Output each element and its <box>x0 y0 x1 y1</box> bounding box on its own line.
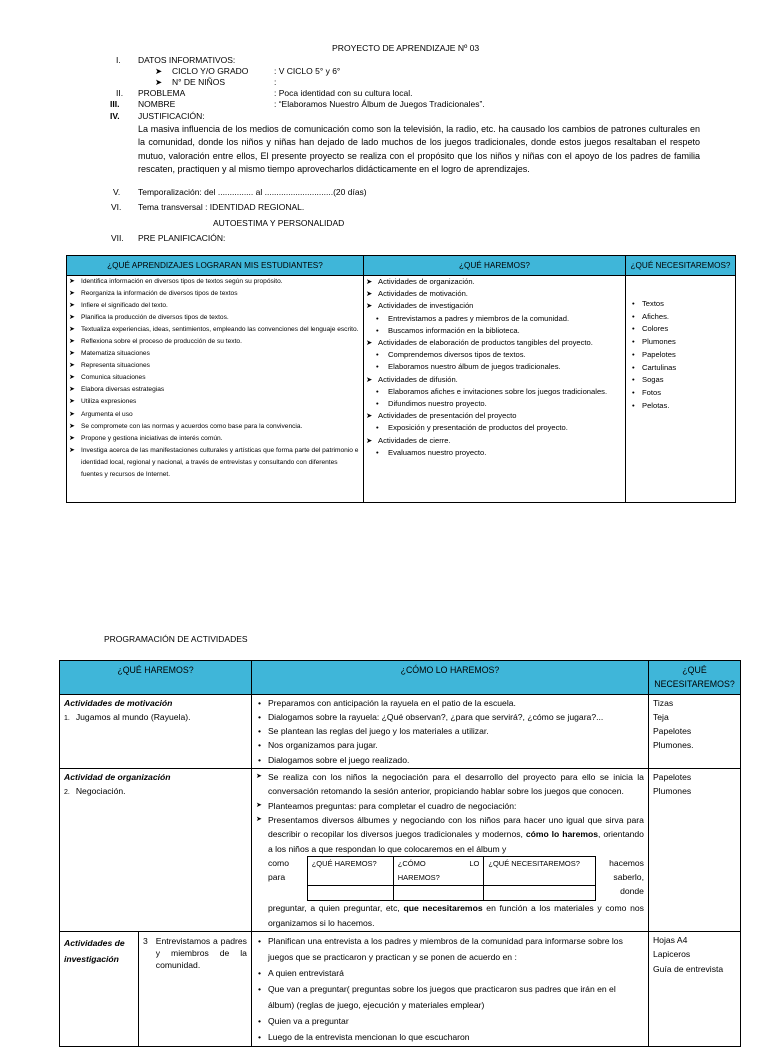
problema-label: PROBLEMA <box>138 88 186 98</box>
arrow-bullet-icon: ➤ <box>366 411 373 421</box>
necesitaremos-item: • Papelotes <box>630 349 733 362</box>
haremos-item: Actividades de elaboración de productos tangibles del proyecto. ➤ <box>366 337 623 349</box>
section-number: IV. <box>110 111 120 121</box>
temporalizacion-text: Temporalización: del ............... al .............................(20 días) <box>138 187 367 197</box>
material-item: Papelotes <box>652 726 692 737</box>
negociacion-inner-table <box>307 856 596 902</box>
material-item: Teja <box>652 711 669 722</box>
bullet-icon: • <box>376 313 379 323</box>
haremos-item: Actividades de organización. ➤ <box>366 276 623 288</box>
hacemos-word: hacemos saberlo, donde <box>609 857 644 897</box>
material-item: Tizas <box>652 697 674 708</box>
material-item: Papelotes <box>652 772 692 783</box>
programacion-table <box>59 660 741 1047</box>
project-title: PROYECTO DE APRENDIZAJE Nº 03 <box>332 43 480 53</box>
necesitaremos-item: • Fotos <box>630 387 733 400</box>
aprendizaje-item: ➤ Infiere el significado del texto. <box>69 300 361 312</box>
activity-title: Actividad de organización <box>64 772 171 783</box>
haremos-subitem: Buscamos información en la biblioteca. • <box>366 325 623 337</box>
como-item: ➤ Presentamos diversos álbumes y negociando con los niños para hacer uno igual que sirva para describir o recopilar los diversos juegos tradicionales y modernos, cómo lo haremos, orientando a los niños a que respondan lo que colocaremos en el álbum y <box>256 813 644 856</box>
como-item: • Planifican una entrevista a los padres y miembros de la comunidad para informarse sobre los juegos que se practicaron y practican y se ponen de acuerdo en : <box>256 933 644 965</box>
table-row <box>60 769 741 932</box>
arrow-bullet-icon: ➤ <box>366 289 373 299</box>
section-number: VII. <box>111 233 124 243</box>
aprendizaje-item: ➤ Representa situaciones <box>69 360 361 372</box>
tema-transversal-text: Tema transversal : IDENTIDAD REGIONAL. <box>138 202 305 212</box>
table-row <box>60 932 741 1047</box>
section-number: V. <box>113 187 121 197</box>
materials-list <box>653 696 736 753</box>
como-item: • Nos organizamos para jugar. <box>256 738 644 752</box>
bullet-icon: • <box>376 350 379 360</box>
necesitaremos-item: • Cartulinas <box>630 362 733 375</box>
item-number: 1. <box>64 714 70 722</box>
bullet-icon: • <box>376 423 379 433</box>
item-number: 3 <box>143 936 148 947</box>
ciclo-label: CICLO Y/O GRADO <box>172 66 249 76</box>
aprendizaje-item: ➤ Utiliza expresiones <box>69 396 361 408</box>
bullet-icon: • <box>376 325 379 335</box>
nombre-label: NOMBRE <box>138 99 176 109</box>
necesitaremos-item: • Pelotas. <box>630 400 733 413</box>
haremos-subitem: Elaboramos afiches e invitaciones sobre los juegos tradicionales. • <box>366 386 623 398</box>
section-number: VI. <box>111 202 122 212</box>
aprendizajes-list <box>69 276 361 481</box>
material-item: Guía de entrevista <box>652 963 724 974</box>
haremos-item: Actividades de cierre. ➤ <box>366 435 623 447</box>
haremos-subitem: Exposición y presentación de productos del proyecto. • <box>366 422 623 434</box>
ninos-value: : <box>274 77 277 87</box>
haremos-item: Actividades de investigación ➤ <box>366 300 623 312</box>
como-item: • Se plantean las reglas del juego y los materiales a utilizar. <box>256 724 644 738</box>
activity-title: Actividades de investigación <box>60 932 139 1047</box>
haremos-subitem: Comprendemos diversos tipos de textos. • <box>366 349 623 361</box>
aprendizaje-item: ➤ Matematiza situaciones <box>69 348 361 360</box>
table-header: ¿QUÉ HAREMOS? <box>364 256 626 276</box>
aprendizaje-item: ➤ Argumenta el uso <box>69 409 361 421</box>
como-list <box>256 696 644 767</box>
como-item-cont: preguntar, a quien preguntar, etc, que necesitaremos en función a los materiales y como nos organizamos si lo hacemos. <box>267 903 644 928</box>
activity-item: Negociación. <box>75 786 126 797</box>
aprendizaje-item: ➤ Planifica la producción de diversos tipos de textos. <box>69 312 361 324</box>
preplanificacion-label: PRE PLANIFICACIÓN: <box>138 233 226 243</box>
haremos-item: Actividades de presentación del proyecto ➤ <box>366 410 623 422</box>
como-item: ➤ Se realiza con los niños la negociación para el desarrollo del proyecto para ello se inicia la conversación retomando la sesión anterior, propiciando hablar sobre los juegos que conocen. <box>256 770 644 799</box>
necesitaremos-item: • Sogas <box>630 374 733 387</box>
necesitaremos-item: • Afiches. <box>630 311 733 324</box>
aprendizaje-item: ➤ Reorganiza la información de diversos tipos de textos <box>69 288 361 300</box>
inner-header: ¿QUÉ NECESITAREMOS? <box>484 856 595 886</box>
bullet-icon: • <box>376 399 379 409</box>
section-number: III. <box>110 99 120 109</box>
ciclo-value: : V CICLO 5° y 6° <box>274 66 341 76</box>
section-number: I. <box>116 55 121 65</box>
activity-item: Jugamos al mundo (Rayuela). <box>75 711 191 722</box>
bullet-icon: • <box>376 447 379 457</box>
table-header: ¿QUÉ APRENDIZAJES LOGRARAN MIS ESTUDIANTES? <box>67 256 364 276</box>
como-item: • Preparamos con anticipación la rayuela en el patio de la escuela. <box>256 696 644 710</box>
table-header: ¿QUÉ NECESITAREMOS? <box>648 661 740 695</box>
table-header: ¿QUÉ HAREMOS? <box>60 661 252 695</box>
como-item: • Dialogamos sobre el juego realizado. <box>256 753 644 767</box>
aprendizaje-item: ➤ Reflexiona sobre el proceso de producción de su texto. <box>69 336 361 348</box>
como-item: • Dialogamos sobre la rayuela: ¿Qué observan?, ¿para que servirá?, ¿cómo se jugara?... <box>256 710 644 724</box>
arrow-bullet-icon: ➤ <box>366 435 373 445</box>
programacion-title: PROGRAMACIÓN DE ACTIVIDADES <box>104 634 248 644</box>
aprendizaje-item: ➤ Elabora diversas estrategias <box>69 384 361 396</box>
haremos-subitem: Difundimos nuestro proyecto. • <box>366 398 623 410</box>
aprendizaje-item: ➤ Investiga acerca de las manifestaciones culturales y artísticas que forma parte del patrimonio e identidad local, regional y nacional, a través de entrevistas y consultando con diferentes fuentes y recursos de Internet. <box>69 445 361 481</box>
nombre-value: : “Elaboramos Nuestro Álbum de Juegos Tradicionales”. <box>274 99 485 109</box>
justificacion-label: JUSTIFICACIÓN: <box>138 111 205 121</box>
haremos-subitem: Entrevistamos a padres y miembros de la comunidad. • <box>366 313 623 325</box>
aprendizaje-item: ➤ Identifica información en diversos tipos de textos según su propósito. <box>69 276 361 288</box>
material-item: Lapiceros <box>652 949 691 960</box>
como-item: • Quien va a preguntar <box>256 1013 644 1029</box>
preplanificacion-table <box>66 255 736 503</box>
aprendizaje-item: ➤ Textualiza experiencias, ideas, sentimientos, empleando las convenciones del lenguaje escrito. <box>69 324 361 336</box>
aprendizaje-item: ➤ Comunica situaciones <box>69 372 361 384</box>
aprendizaje-item: ➤ Se compromete con las normas y acuerdos como base para la convivencia. <box>69 421 361 433</box>
como-item: • Luego de la entrevista mencionan lo que escucharon <box>256 1029 644 1045</box>
haremos-item: Actividades de difusión. ➤ <box>366 374 623 386</box>
haremos-list <box>366 276 623 459</box>
arrow-bullet-icon: ➤ <box>366 277 373 286</box>
haremos-item: Actividades de motivación. ➤ <box>366 288 623 300</box>
arrow-bullet-icon: ➤ <box>155 77 163 87</box>
justificacion-text: La masiva influencia de los medios de comunicación como son la televisión, la radio, etc. ha causado los cambios de patrones culturales en la comunidad, donde los niños y niñas han dejado de lado muchos de los juegos tradicionales, donde estos juegos resaltaban el respeto mutuo, valoración entre ellos, El presente proyecto se realiza con el propósito que los niños y niñas con el apoyo de los padres de familia rescaten, practiquen y al mismo tiempo aprovecharlos didácticamente en el logro de aprendizajes. <box>138 124 700 174</box>
activity-title: Actividades de motivación <box>64 697 173 708</box>
table-header: ¿QUÉ NECESITAREMOS? <box>626 256 736 276</box>
bullet-icon: • <box>376 362 379 372</box>
como-list <box>256 933 644 1045</box>
necesitaremos-item: • Textos <box>630 298 733 311</box>
necesitaremos-item: • Colores <box>630 323 733 336</box>
materials-list <box>653 770 736 799</box>
arrow-bullet-icon: ➤ <box>366 301 373 311</box>
como-word: como para <box>267 857 289 883</box>
arrow-bullet-icon: ➤ <box>366 374 373 384</box>
ninos-label: N° DE NIÑOS <box>172 77 225 87</box>
table-row <box>60 694 741 768</box>
material-item: Plumones <box>652 786 692 797</box>
inner-header: ¿QUÉ HAREMOS? <box>307 856 393 886</box>
necesitaremos-list <box>628 298 733 412</box>
item-number: 2. <box>64 789 70 797</box>
material-item: Hojas A4 <box>652 935 688 946</box>
section-number: II. <box>116 88 124 98</box>
problema-value: : Poca identidad con su cultura local. <box>274 88 413 98</box>
haremos-subitem: Elaboramos nuestro álbum de juegos tradicionales. • <box>366 361 623 373</box>
activity-item: Entrevistamos a padres y miembros de la comunidad. <box>155 936 247 971</box>
materials-list <box>653 933 736 976</box>
aprendizaje-item: ➤ Propone y gestiona iniciativas de interés común. <box>69 433 361 445</box>
como-item: ➤ Planteamos preguntas: para completar el cuadro de negociación: <box>256 799 644 813</box>
necesitaremos-item: • Plumones <box>630 336 733 349</box>
inner-header: ¿CÓMO LO HAREMOS? <box>393 856 484 886</box>
table-header: ¿CÓMO LO HAREMOS? <box>251 661 648 695</box>
como-item: • A quien entrevistará <box>256 965 644 981</box>
tema-transversal-text-2: AUTOESTIMA Y PERSONALIDAD <box>213 218 345 228</box>
arrow-bullet-icon: ➤ <box>155 66 163 76</box>
arrow-bullet-icon: ➤ <box>366 338 373 348</box>
haremos-subitem: Evaluamos nuestro proyecto. • <box>366 447 623 459</box>
como-item: • Que van a preguntar( preguntas sobre los juegos que practicaron sus padres que irán en el álbum) (reglas de juego, ejecución y materiales emplear) <box>256 981 644 1013</box>
section-label: DATOS INFORMATIVOS: <box>138 55 236 65</box>
material-item: Plumones. <box>652 740 694 751</box>
bullet-icon: • <box>376 386 379 396</box>
